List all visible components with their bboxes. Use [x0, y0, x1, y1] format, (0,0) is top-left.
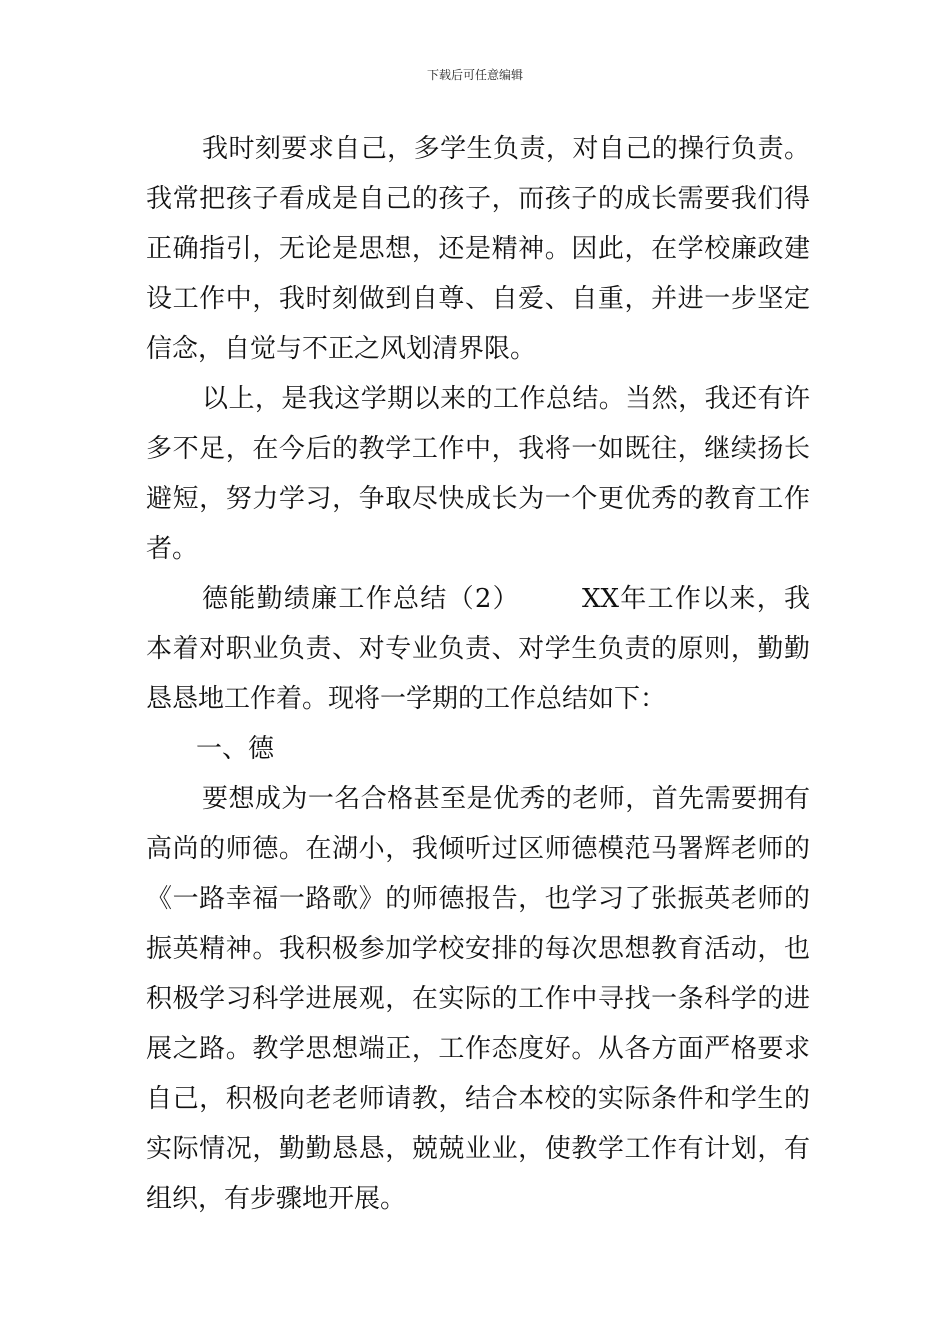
paragraph-conclusion: 以上，是我这学期以来的工作总结。当然，我还有许多不足，在今后的教学工作中，我将一如既往，继续扬长避短，努力学习，争取尽快成长为一个更优秀的教育工作者。: [146, 384, 810, 564]
section-heading-virtue: 一、德: [196, 734, 275, 764]
document-body: [146, 124, 810, 1224]
summary-intro-text: XX年工作以来，我本着对职业负责、对专业负责、对学生负责的原则，勤勤恳恳地工作着。现将一学期的工作总结如下：: [146, 584, 810, 714]
header-note: 下载后可任意编辑: [426, 68, 523, 82]
paragraph-integrity: 我时刻要求自己，多学生负责，对自己的操行负责。我常把孩子看成是自己的孩子，而孩子的成长需要我们得正确指引，无论是思想，还是精神。因此，在学校廉政建设工作中，我时刻做到自尊、自爱、自重，并进一步坚定信念，自觉与不正之风划清界限。: [146, 134, 810, 364]
paragraph-summary-intro: [146, 574, 810, 724]
summary-title: 德能勤绩廉工作总结（2）: [202, 584, 520, 614]
paragraph-virtue: 要想成为一名合格甚至是优秀的老师，首先需要拥有高尚的师德。在湖小，我倾听过区师德模范马署辉老师的《一路幸福一路歌》的师德报告，也学习了张振英老师的振英精神。我积极参加学校安排的每次思想教育活动，也积极学习科学进展观，在实际的工作中寻找一条科学的进展之路。教学思想端正，工作态度好。从各方面严格要求自己，积极向老老师请教，结合本校的实际条件和学生的实际情况，勤勤恳恳，兢兢业业，使教学工作有计划，有组织，有步骤地开展。: [146, 784, 810, 1214]
